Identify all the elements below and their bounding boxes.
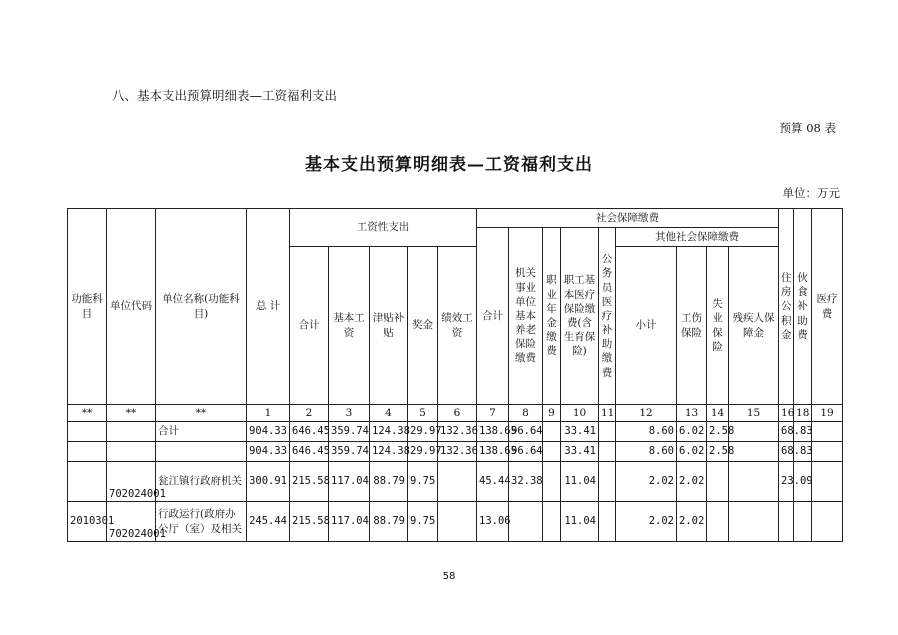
cell-value: 2.58 <box>707 422 729 442</box>
cell-value: 11.04 <box>561 462 599 502</box>
index-cell: 14 <box>707 405 729 422</box>
header-annuity: 职业年金缴费 <box>543 228 561 405</box>
cell-name: 合计 <box>156 422 247 442</box>
cell-value: 29.97 <box>408 442 438 462</box>
cell-value: 138.65 <box>477 442 509 462</box>
cell-value <box>812 462 843 502</box>
cell-value: 646.45 <box>290 442 329 462</box>
header-unit-code: 单位代码 <box>107 209 156 405</box>
header-func-subject: 功能科目 <box>68 209 107 405</box>
cell-func: 2010301 <box>68 502 107 542</box>
index-cell: 1 <box>247 405 290 422</box>
cell-value <box>729 442 779 462</box>
header-housing-fund: 住房公积金 <box>779 209 794 405</box>
header-performance: 绩效工资 <box>438 247 477 405</box>
header-row-1 <box>68 209 843 228</box>
cell-value: 300.91 <box>247 462 290 502</box>
index-cell: 2 <box>290 405 329 422</box>
cell-value: 132.36 <box>438 422 477 442</box>
cell-value: 29.97 <box>408 422 438 442</box>
header-allowance: 津贴补贴 <box>370 247 408 405</box>
header-total: 总 计 <box>247 209 290 405</box>
cell-value <box>729 502 779 542</box>
cell-value: 23.09 <box>779 462 794 502</box>
index-cell: 6 <box>438 405 477 422</box>
cell-value <box>599 442 616 462</box>
header-other-social-group: 其他社会保障缴费 <box>616 228 779 247</box>
cell-name: 行政运行(政府办公厅（室）及相关 <box>156 502 247 542</box>
index-cell: 15 <box>729 405 779 422</box>
cell-value: 68.83 <box>779 422 794 442</box>
index-cell: 19 <box>812 405 843 422</box>
unit-label: 单位：万元 <box>782 186 840 200</box>
cell-value <box>812 502 843 542</box>
cell-value <box>599 502 616 542</box>
cell-value: 359.74 <box>329 422 370 442</box>
cell-value: 9.75 <box>408 462 438 502</box>
cell-value: 88.79 <box>370 502 408 542</box>
index-cell: 10 <box>561 405 599 422</box>
cell-value <box>779 502 794 542</box>
cell-value: 8.60 <box>616 422 677 442</box>
cell-value: 2.58 <box>707 442 729 462</box>
table-code: 预算 08 表 <box>779 121 836 135</box>
cell-value <box>812 422 843 442</box>
cell-value: 117.04 <box>329 502 370 542</box>
cell-value: 117.04 <box>329 462 370 502</box>
header-meal-subsidy: 伙食补助费 <box>794 209 812 405</box>
cell-value: 68.83 <box>779 442 794 462</box>
cell-value: 132.36 <box>438 442 477 462</box>
index-row <box>68 405 843 422</box>
header-medical: 职工基本医疗保险缴费(含生育保险) <box>561 228 599 405</box>
header-wage-group: 工资性支出 <box>290 209 477 247</box>
header-disability: 残疾人保障金 <box>729 247 779 405</box>
index-cell: 13 <box>677 405 707 422</box>
index-cell: 9 <box>543 405 561 422</box>
header-social-total: 合计 <box>477 228 509 405</box>
cell-func <box>68 422 107 442</box>
cell-value: 124.38 <box>370 442 408 462</box>
index-cell: ** <box>156 405 247 422</box>
cell-func <box>68 442 107 462</box>
cell-value <box>794 502 812 542</box>
cell-value: 2.02 <box>677 462 707 502</box>
index-cell: 5 <box>408 405 438 422</box>
cell-value: 646.45 <box>290 422 329 442</box>
cell-value <box>543 422 561 442</box>
cell-code: 702024001 <box>107 462 156 502</box>
index-cell: 18 <box>794 405 812 422</box>
cell-value <box>707 462 729 502</box>
header-medical-fee: 医疗费 <box>812 209 843 405</box>
header-wage-total: 合计 <box>290 247 329 405</box>
cell-value: 904.33 <box>247 422 290 442</box>
header-civil-medical: 公务员医疗补助缴费 <box>599 228 616 405</box>
index-cell: 4 <box>370 405 408 422</box>
cell-value <box>707 502 729 542</box>
cell-value <box>543 502 561 542</box>
cell-value <box>543 442 561 462</box>
header-bonus: 奖金 <box>408 247 438 405</box>
cell-value <box>729 422 779 442</box>
header-pension: 机关事业单位基本养老保险缴费 <box>509 228 543 405</box>
index-cell: 11 <box>599 405 616 422</box>
header-unit-name: 单位名称(功能科目) <box>156 209 247 405</box>
header-social-group: 社会保障缴费 <box>477 209 779 228</box>
cell-value <box>599 462 616 502</box>
header-unemployment: 失业保险 <box>707 247 729 405</box>
cell-value: 124.38 <box>370 422 408 442</box>
cell-value <box>729 462 779 502</box>
cell-name: 瓮江镇行政府机关 <box>156 462 247 502</box>
cell-value: 88.79 <box>370 462 408 502</box>
cell-value: 6.02 <box>677 442 707 462</box>
cell-value: 138.65 <box>477 422 509 442</box>
cell-value: 215.58 <box>290 462 329 502</box>
cell-value: 2.02 <box>616 462 677 502</box>
table-row <box>68 462 843 502</box>
section-heading: 八、基本支出预算明细表—工资福利支出 <box>112 88 338 103</box>
header-other-subtotal: 小计 <box>616 247 677 405</box>
cell-value: 2.02 <box>616 502 677 542</box>
cell-value <box>599 422 616 442</box>
cell-value: 2.02 <box>677 502 707 542</box>
cell-name <box>156 442 247 462</box>
cell-value: 33.41 <box>561 442 599 462</box>
cell-code <box>107 422 156 442</box>
cell-value <box>509 502 543 542</box>
index-cell: 12 <box>616 405 677 422</box>
cell-value <box>812 442 843 462</box>
cell-value: 13.06 <box>477 502 509 542</box>
cell-func <box>68 462 107 502</box>
header-basic-wage: 基本工资 <box>329 247 370 405</box>
cell-value: 245.44 <box>247 502 290 542</box>
cell-value: 359.74 <box>329 442 370 462</box>
cell-value: 8.60 <box>616 442 677 462</box>
table-row <box>68 442 843 462</box>
cell-value: 96.64 <box>509 442 543 462</box>
cell-value: 215.58 <box>290 502 329 542</box>
index-cell: 3 <box>329 405 370 422</box>
cell-code: 702024001 <box>107 502 156 542</box>
index-cell: 16 <box>779 405 794 422</box>
cell-value: 6.02 <box>677 422 707 442</box>
index-cell: 7 <box>477 405 509 422</box>
table-title: 基本支出预算明细表—工资福利支出 <box>305 155 593 175</box>
cell-value: 9.75 <box>408 502 438 542</box>
cell-value <box>438 502 477 542</box>
cell-value: 32.38 <box>509 462 543 502</box>
cell-code <box>107 442 156 462</box>
cell-value: 33.41 <box>561 422 599 442</box>
cell-value: 904.33 <box>247 442 290 462</box>
budget-table <box>67 208 843 542</box>
index-cell: ** <box>107 405 156 422</box>
table-row <box>68 422 843 442</box>
cell-value <box>543 462 561 502</box>
index-cell: 8 <box>509 405 543 422</box>
cell-value: 96.64 <box>509 422 543 442</box>
table-row <box>68 502 843 542</box>
page-number: 58 <box>442 571 456 582</box>
cell-value: 11.04 <box>561 502 599 542</box>
cell-value: 45.44 <box>477 462 509 502</box>
header-injury: 工伤保险 <box>677 247 707 405</box>
cell-value <box>438 462 477 502</box>
index-cell: ** <box>68 405 107 422</box>
